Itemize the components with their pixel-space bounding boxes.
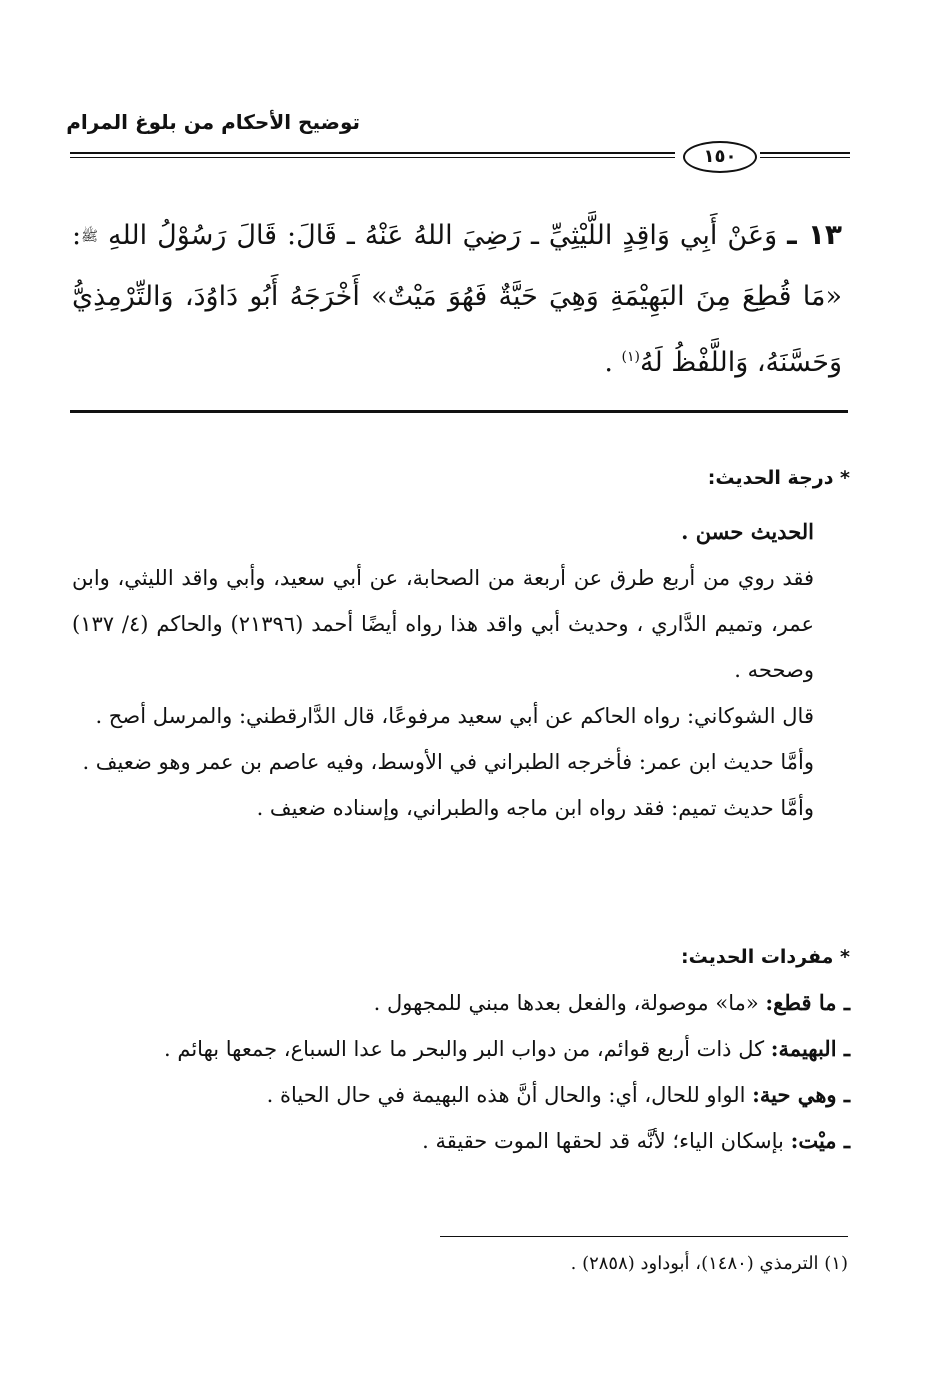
vocabulary-item: [72, 980, 850, 1026]
vocabulary-item: [72, 1072, 850, 1118]
salutation-glyph: ﷺ: [81, 228, 99, 245]
hadith-text-part-1: وَعَنْ أَبِي وَاقِدٍ اللَّيْثِيِّ ـ رَضِيَ اللهُ عَنْهُ ـ قَالَ: قَالَ رَسُوْلُ اللهِ: [108, 220, 778, 251]
page-number: ١٥٠: [683, 141, 757, 173]
hadith-end: .: [604, 346, 613, 378]
vocabulary-definition: «ما» موصولة، والفعل بعدها مبني للمجهول .: [373, 991, 759, 1015]
hadith-text-part-2: : «مَا قُطِعَ مِنَ البَهِيْمَةِ وَهِيَ حَيَّةٌ فَهُوَ مَيْتٌ» أَخْرَجَهُ أَبُو دَاوُدَ، وَالتِّرْمِذِيُّ وَحَسَّنَهُ، وَاللَّفْظُ لَهُ: [72, 220, 842, 378]
grade-paragraph-1: فقد روي من أربع طرق عن أربعة من الصحابة، عن أبي سعيد، وأبي واقد الليثي، وابن عمر، وتميم الدَّاري ، وحديث أبي واقد هذا رواه أيضًا أحمد (٢١٣٩٦) والحاكم (٤/ ١٣٧) وصححه .: [72, 566, 814, 682]
vocabulary-heading: * مفردات الحديث:: [681, 946, 850, 968]
vocabulary-term: ـ ما قطع:: [765, 990, 850, 1015]
footnote-divider: [440, 1236, 848, 1237]
vocabulary-term: ـ وهي حية:: [752, 1082, 850, 1107]
hadith-number: ١٣ ـ: [787, 218, 842, 251]
grade-paragraph-3: وأمَّا حديث ابن عمر: فأخرجه الطبراني في الأوسط، وفيه عاصم بن عمر وهو ضعيف .: [82, 750, 814, 774]
vocabulary-definition: كل ذات أربع قوائم، من دواب البر والبحر ما عدا السباع، جمعها بهائم .: [164, 1037, 765, 1061]
vocabulary-item: [72, 1118, 850, 1164]
hadith-text: [72, 205, 842, 393]
grade-heading: * درجة الحديث:: [707, 467, 850, 489]
hadith-grade-section: [72, 455, 850, 831]
grade-paragraph-4: وأمَّا حديث تميم: فقد رواه ابن ماجه والطبراني، وإسناده ضعيف .: [256, 796, 814, 820]
footnote: (١) الترمذي (١٤٨٠)، أبوداود (٢٨٥٨) .: [570, 1253, 848, 1274]
vocabulary-term: ـ ميْت:: [790, 1128, 850, 1153]
footnote-reference: (١): [621, 348, 640, 365]
running-title: توضيح الأحكام من بلوغ المرام: [66, 110, 360, 134]
grade-paragraph-2: قال الشوكاني: رواه الحاكم عن أبي سعيد مرفوعًا، قال الدَّارقطني: والمرسل أصح .: [95, 704, 814, 728]
vocabulary-definition: بإسكان الياء؛ لأنَّه قد لحقها الموت حقيقة .: [422, 1129, 784, 1153]
grade-verdict: الحديث حسن .: [681, 519, 814, 544]
section-divider: [70, 410, 848, 413]
vocabulary-section: [72, 934, 850, 1164]
vocabulary-item: [72, 1026, 850, 1072]
vocabulary-definition: الواو للحال، أي: والحال أنَّ هذه البهيمة في حال الحياة .: [266, 1083, 746, 1107]
vocabulary-term: ـ البهيمة:: [770, 1036, 850, 1061]
